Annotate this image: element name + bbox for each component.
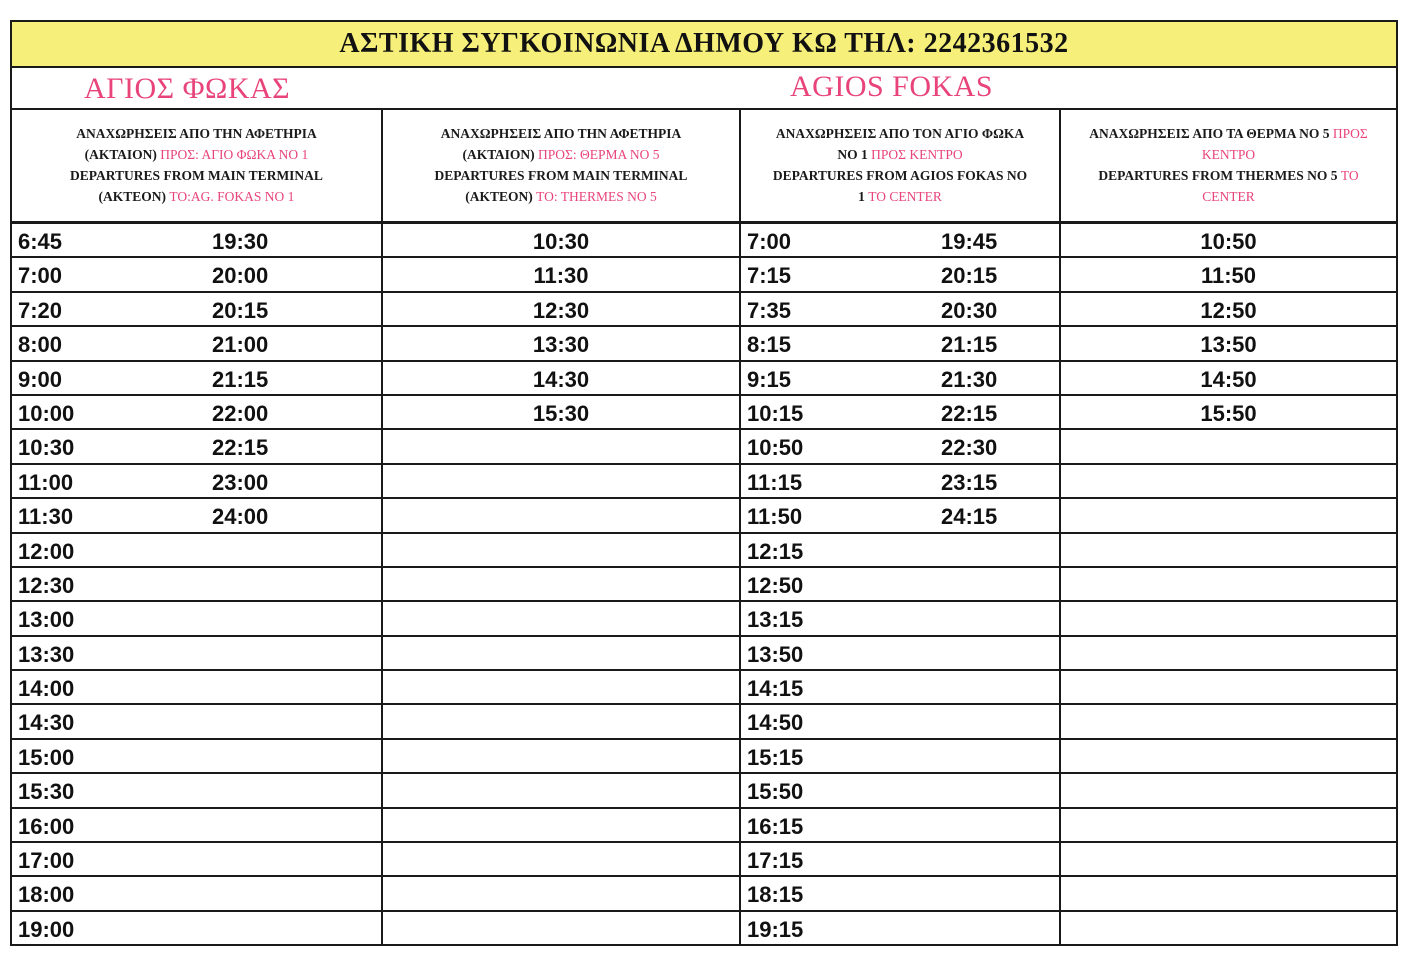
departure-time: 12:30	[532, 297, 590, 323]
table-row	[383, 534, 739, 568]
table-row	[741, 224, 1059, 258]
table-row	[12, 465, 381, 499]
table-row	[383, 671, 739, 705]
table-row	[1061, 258, 1396, 292]
table-row	[12, 362, 381, 396]
departure-time-evening: 19:45	[941, 229, 998, 254]
header-text: ΑΝΑΧΩΡΗΣΕΙΣ ΑΠΟ ΤΟΝ ΑΓΙΟ ΦΩΚΑ	[775, 125, 1025, 141]
departure-time: 11:50	[1200, 263, 1257, 289]
departure-time: 12:50	[1200, 297, 1257, 323]
table-row	[383, 224, 739, 258]
table-row	[1061, 671, 1396, 705]
header-text: DEPARTURES FROM MAIN TERMINAL	[70, 167, 323, 183]
header-destination: ΠΡΟΣ: ΑΓΙΟ ΦΩΚΑ ΝΟ 1	[160, 146, 309, 162]
table-row	[741, 465, 1059, 499]
departure-time: 14:50	[747, 710, 804, 736]
table-row	[12, 224, 381, 258]
header-text: DEPARTURES FROM MAIN TERMINAL	[434, 167, 688, 183]
header-line	[773, 123, 1027, 144]
table-row	[1061, 534, 1396, 568]
header-text: 1	[858, 188, 869, 204]
table-row	[741, 809, 1059, 843]
header-text: (ΑΚΤΑΙΟΝ)	[84, 146, 161, 162]
column-thermes-to-center	[1059, 108, 1396, 944]
table-row	[1061, 327, 1396, 361]
departure-time: 12:15	[747, 538, 804, 564]
table-row	[12, 877, 381, 911]
table-row	[1061, 224, 1396, 258]
header-line	[1089, 123, 1368, 144]
table-row	[383, 774, 739, 808]
time-rows	[741, 224, 1059, 946]
header-destination: CENTER	[1202, 188, 1255, 204]
table-row	[1061, 912, 1396, 946]
table-row	[1061, 465, 1396, 499]
departure-time: 15:00	[18, 744, 75, 770]
header-line	[1089, 186, 1368, 207]
departure-time: 9:15	[747, 366, 792, 392]
table-row	[12, 534, 381, 568]
departure-time: 16:00	[18, 813, 75, 839]
subtitle-english: AGIOS FOKAS	[790, 70, 994, 103]
departure-time: 14:50	[1200, 366, 1257, 392]
departure-time-evening: 24:15	[941, 504, 998, 530]
column-header	[1061, 108, 1396, 224]
time-rows	[12, 224, 381, 946]
table-row	[1061, 877, 1396, 911]
header-line	[70, 165, 323, 186]
header-destination: TO	[1340, 167, 1359, 183]
table-row	[12, 396, 381, 430]
departure-time-evening: 22:00	[212, 400, 269, 426]
departure-time: 13:15	[747, 607, 804, 633]
column-header	[383, 108, 739, 224]
departure-time: 7:20	[18, 297, 63, 323]
table-row	[741, 362, 1059, 396]
departure-time: 13:50	[747, 641, 804, 667]
column-header	[12, 108, 381, 224]
table-row	[741, 637, 1059, 671]
table-row	[1061, 293, 1396, 327]
table-row	[1061, 705, 1396, 739]
table-row	[12, 602, 381, 636]
header-destination: ΠΡΟΣ ΚΕΝΤΡΟ	[871, 146, 963, 162]
table-row	[1061, 809, 1396, 843]
departure-time: 12:50	[747, 572, 804, 598]
departure-time: 13:00	[18, 607, 75, 633]
header-line	[70, 186, 323, 207]
column-terminal-to-thermes	[381, 108, 739, 944]
departure-time: 9:00	[18, 366, 63, 392]
table-row	[741, 396, 1059, 430]
departure-time-evening: 21:00	[212, 332, 269, 358]
departure-time: 13:50	[1200, 332, 1257, 358]
table-row	[383, 568, 739, 602]
departure-time-evening: 20:30	[941, 297, 998, 323]
departure-time: 13:30	[18, 641, 75, 667]
header-text: ΑΝΑΧΩΡΗΣΕΙΣ ΑΠΟ ΤΑ ΘΕΡΜΑ ΝΟ 5	[1089, 125, 1333, 141]
departure-time: 19:00	[18, 916, 75, 942]
departure-time: 11:00	[18, 469, 74, 495]
table-row	[383, 258, 739, 292]
departure-time-evening: 22:15	[212, 435, 269, 461]
header-text: (AKTEON)	[465, 188, 537, 204]
header-line	[773, 144, 1027, 165]
header-destination: ΠΡΟΣ: ΘΕΡΜΑ ΝΟ 5	[538, 146, 660, 162]
column-terminal-to-agios-fokas	[12, 108, 381, 944]
departure-time: 15:30	[532, 400, 590, 426]
table-row	[383, 396, 739, 430]
table-row	[741, 327, 1059, 361]
table-row	[383, 327, 739, 361]
table-row	[383, 843, 739, 877]
table-row	[383, 912, 739, 946]
departure-time: 11:30	[18, 504, 74, 530]
table-row	[741, 912, 1059, 946]
header-line	[1089, 144, 1368, 165]
header-text: DEPARTURES FROM THERMES NO 5	[1098, 167, 1341, 183]
departure-time: 17:00	[18, 848, 75, 874]
departure-time: 18:00	[18, 882, 75, 908]
departure-time: 10:30	[532, 229, 590, 254]
header-text: ΝΟ 1	[837, 146, 872, 162]
header-destination: TO:AG. FOKAS NO 1	[169, 188, 295, 204]
table-row	[383, 465, 739, 499]
header-text: ΑΝΑΧΩΡΗΣΕΙΣ ΑΠΟ ΤΗΝ ΑΦΕΤΗΡΙΑ	[76, 125, 317, 141]
departure-time: 15:30	[18, 779, 75, 805]
table-row	[383, 602, 739, 636]
departure-time: 8:00	[18, 332, 63, 358]
time-rows	[1061, 224, 1396, 946]
header-destination: ΠΡΟΣ	[1332, 125, 1368, 141]
table-row	[741, 293, 1059, 327]
departure-time: 14:30	[18, 710, 75, 736]
table-row	[741, 430, 1059, 464]
table-row	[741, 877, 1059, 911]
departure-time-evening: 20:15	[941, 263, 998, 289]
departure-time-evening: 22:15	[941, 400, 998, 426]
header-line	[1089, 165, 1368, 186]
header-line	[773, 165, 1027, 186]
table-row	[12, 258, 381, 292]
departure-time: 7:00	[18, 263, 63, 289]
title-bar	[12, 22, 1396, 68]
header-destination: TO: THERMES NO 5	[536, 188, 657, 204]
departure-time: 6:45	[18, 229, 63, 254]
header-line	[435, 123, 688, 144]
header-text: (AKTEON)	[98, 188, 170, 204]
departure-time: 16:15	[747, 813, 804, 839]
departure-time: 13:30	[532, 332, 590, 358]
departure-time: 14:00	[18, 676, 75, 702]
table-row	[1061, 362, 1396, 396]
table-row	[741, 740, 1059, 774]
departure-time: 17:15	[747, 848, 804, 874]
table-row	[1061, 396, 1396, 430]
table-row	[741, 843, 1059, 877]
table-row	[12, 705, 381, 739]
table-row	[12, 912, 381, 946]
departure-time: 10:50	[1200, 229, 1257, 254]
table-row	[1061, 430, 1396, 464]
table-row	[12, 637, 381, 671]
table-row	[1061, 740, 1396, 774]
departure-time: 11:30	[533, 263, 589, 289]
table-row	[12, 327, 381, 361]
table-row	[741, 774, 1059, 808]
departure-time: 10:15	[747, 400, 804, 426]
table-row	[12, 499, 381, 533]
departure-time-evening: 20:00	[212, 263, 269, 289]
table-row	[12, 568, 381, 602]
table-row	[383, 877, 739, 911]
table-row	[741, 534, 1059, 568]
header-line	[70, 144, 323, 165]
table-row	[12, 293, 381, 327]
departure-time: 10:30	[18, 435, 75, 461]
header-line	[435, 165, 688, 186]
departure-time: 11:15	[747, 469, 803, 495]
table-row	[741, 705, 1059, 739]
table-row	[1061, 774, 1396, 808]
subtitle-row	[12, 66, 1396, 110]
table-row	[1061, 637, 1396, 671]
departure-time: 14:15	[747, 676, 804, 702]
table-row	[383, 293, 739, 327]
departure-time: 10:50	[747, 435, 804, 461]
table-row	[383, 809, 739, 843]
table-row	[12, 809, 381, 843]
timetable-sheet	[10, 20, 1398, 946]
header-line	[70, 123, 323, 144]
table-row	[1061, 843, 1396, 877]
time-rows	[383, 224, 739, 946]
departure-time: 11:50	[747, 504, 803, 530]
table-row	[383, 705, 739, 739]
header-text: DEPARTURES FROM AGIOS FOKAS NO	[772, 167, 1028, 183]
departure-time: 10:00	[18, 400, 75, 426]
table-row	[1061, 602, 1396, 636]
departure-time: 14:30	[532, 366, 590, 392]
column-agios-fokas-to-center	[739, 108, 1059, 944]
table-row	[741, 602, 1059, 636]
table-row	[12, 843, 381, 877]
table-row	[383, 637, 739, 671]
departure-time-evening: 21:15	[212, 366, 269, 392]
header-line	[773, 186, 1027, 207]
departure-time-evening: 24:00	[212, 504, 269, 530]
table-row	[1061, 568, 1396, 602]
header-text: (ΑΚΤΑΙΟΝ)	[462, 146, 539, 162]
departure-time: 7:35	[747, 297, 792, 323]
table-row	[12, 671, 381, 705]
departure-time: 19:15	[747, 916, 804, 942]
departure-time: 15:50	[1200, 400, 1257, 426]
table-row	[741, 568, 1059, 602]
table-row	[383, 740, 739, 774]
departure-time-evening: 21:30	[941, 366, 998, 392]
table-row	[741, 671, 1059, 705]
header-line	[435, 186, 688, 207]
page-title: ΑΣΤΙΚΗ ΣΥΓΚΟΙΝΩΝΙΑ ΔΗΜΟΥ ΚΩ ΤΗΛ: 2242361532	[339, 28, 1069, 59]
departure-time-evening: 23:00	[212, 469, 269, 495]
departure-time-evening: 21:15	[941, 332, 998, 358]
header-text: ΑΝΑΧΩΡΗΣΕΙΣ ΑΠΟ ΤΗΝ ΑΦΕΤΗΡΙΑ	[440, 125, 682, 141]
header-line	[435, 144, 688, 165]
header-destination: TO CENTER	[868, 188, 942, 204]
departure-time-evening: 19:30	[212, 229, 269, 254]
table-row	[741, 499, 1059, 533]
header-destination: ΚΕΝΤΡΟ	[1201, 146, 1256, 162]
table-row	[12, 430, 381, 464]
subtitle-greek: ΑΓΙΟΣ ΦΩΚΑΣ	[84, 72, 291, 105]
table-row	[12, 774, 381, 808]
table-row	[741, 258, 1059, 292]
table-row	[383, 430, 739, 464]
column-header	[741, 108, 1059, 224]
departure-time: 18:15	[747, 882, 804, 908]
table-row	[383, 362, 739, 396]
departure-time: 7:15	[747, 263, 792, 289]
departure-time: 15:50	[747, 779, 804, 805]
departure-time: 15:15	[747, 744, 804, 770]
departure-time: 8:15	[747, 332, 792, 358]
departure-time-evening: 20:15	[212, 297, 269, 323]
departure-time: 12:00	[18, 538, 75, 564]
departure-time-evening: 23:15	[941, 469, 998, 495]
departure-time: 7:00	[747, 229, 792, 254]
departure-time-evening: 22:30	[941, 435, 998, 461]
departure-time: 12:30	[18, 572, 75, 598]
table-row	[12, 740, 381, 774]
table-row	[383, 499, 739, 533]
table-row	[1061, 499, 1396, 533]
